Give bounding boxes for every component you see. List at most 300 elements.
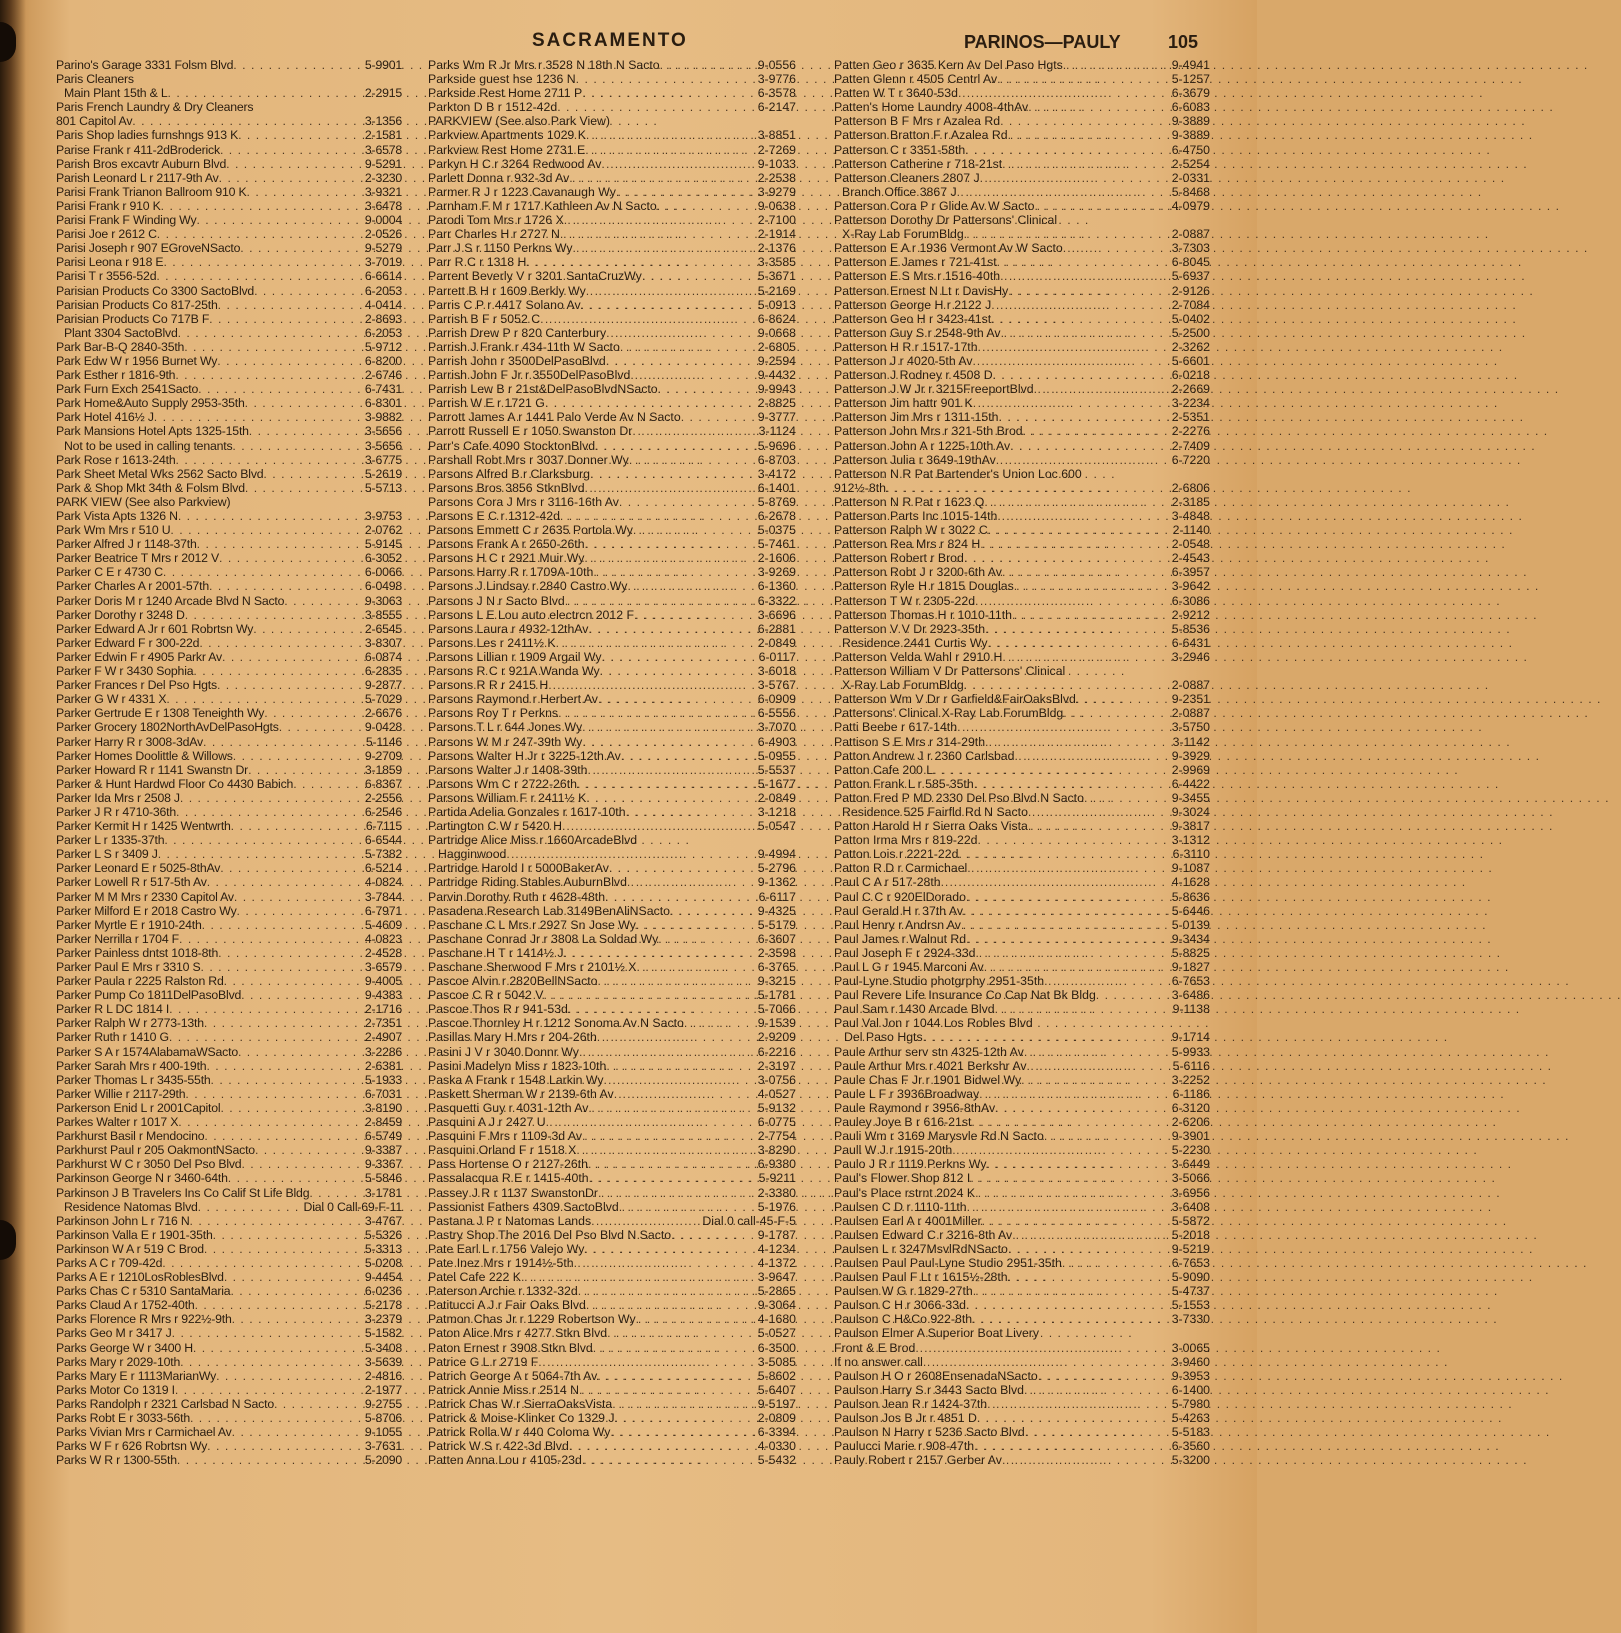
listing-entry	[56, 72, 402, 86]
listing-phone: 5-5326	[364, 1227, 402, 1242]
leader-dots	[180, 791, 365, 805]
listing-name: Park Home&Auto Supply 2953-35th	[56, 396, 245, 411]
leader-dots	[158, 847, 365, 861]
leader-dots	[626, 805, 758, 819]
listing-entry	[56, 720, 402, 734]
listing-name: Parsons T L r 644 Jones Wy	[428, 720, 583, 735]
listing-entry	[834, 340, 1210, 354]
listing-phone: 3-7631	[364, 1439, 402, 1454]
listing-entry	[428, 213, 796, 227]
leader-dots	[178, 1115, 365, 1129]
listing-phone: 3-6018	[757, 664, 796, 679]
listing-phone: 5-0402	[1171, 311, 1210, 326]
listing-phone: 5-3313	[364, 1241, 402, 1256]
listing-entry	[56, 1129, 402, 1143]
listing-phone: 4-1372	[757, 1255, 796, 1270]
listing-phone: 3-5767	[757, 678, 796, 693]
listing-name: Patterson Rea Mrs r 824 H	[834, 537, 981, 552]
listing-phone: 9-0668	[757, 325, 796, 340]
leader-dots	[190, 1411, 365, 1425]
leader-dots	[224, 1270, 365, 1284]
leader-dots	[544, 988, 758, 1002]
leader-dots	[616, 185, 758, 199]
leader-dots	[1008, 284, 1171, 298]
listing-phone: 6-4750	[1171, 142, 1210, 157]
listing-phone: 6-3607	[757, 931, 796, 946]
listing-phone: 9-3817	[1171, 819, 1210, 834]
leader-dots	[590, 467, 758, 481]
listing-entry	[56, 1200, 402, 1214]
listing-name: Pattersons' Clinical X-Ray Lab ForumBldg	[834, 706, 1064, 721]
listing-phone: 2-2669	[1171, 382, 1210, 397]
listing-entry	[428, 735, 796, 749]
leader-dots	[1002, 157, 1172, 171]
listing-name: Plant 3304 SactoBlvd	[64, 325, 178, 340]
listing-phone: 9-1787	[757, 1227, 796, 1242]
listing-phone: 6-3679	[1171, 86, 1210, 101]
listing-entry	[56, 1101, 402, 1115]
listing-entry	[428, 791, 796, 805]
listing-name: Parker Thomas L r 3435-55th	[56, 1072, 211, 1087]
listing-entry	[56, 594, 402, 608]
listing-entry	[56, 1256, 402, 1270]
listing-phone: 6-3086	[1171, 593, 1210, 608]
leader-dots	[132, 114, 365, 128]
listing-name: Hagginwood	[438, 847, 507, 862]
listing-phone: 5-5179	[757, 917, 796, 932]
leader-dots	[987, 1157, 1172, 1171]
leader-dots	[923, 1355, 1172, 1369]
leader-dots	[978, 833, 1172, 847]
listing-name: Parker Willie r 2117-29th	[56, 1086, 186, 1101]
listing-name: Patrick Chas W r SierraOaksVista	[428, 1396, 613, 1411]
listing-entry	[56, 650, 402, 664]
listing-entry	[834, 1115, 1210, 1129]
listing-phone: 9-1138	[1172, 1002, 1210, 1017]
leader-dots	[209, 312, 365, 326]
leader-dots	[558, 706, 758, 720]
leader-dots	[1024, 1383, 1172, 1397]
listing-phone: 9-0556	[757, 58, 796, 72]
leader-dots	[200, 960, 364, 974]
listing-phone: 5-0913	[757, 297, 796, 312]
listing-name: Patterson J W Jr r 3215FreeportBlvd	[834, 382, 1034, 397]
listing-phone: 9-3929	[1171, 748, 1210, 763]
listing-phone: 4-0979	[1171, 198, 1210, 213]
listing-phone: 5-9145	[364, 537, 402, 552]
listing-entry	[56, 918, 402, 932]
listing-phone: 2-5351	[1171, 410, 1210, 425]
leader-dots	[636, 1312, 758, 1326]
leader-dots	[1014, 749, 1171, 763]
leader-dots	[506, 847, 757, 861]
listing-name: Pascoe Thos R r 941-53d	[428, 1002, 568, 1017]
listing-phone: 3-1859	[364, 762, 402, 777]
leader-dots	[602, 650, 759, 664]
listing-name: Patterson Guy S r 2548-9th Av	[834, 325, 1001, 340]
listing-phone: 2-1140	[1172, 523, 1210, 538]
listing-name: Parkerson Enid L r 2001Capitol	[56, 1100, 221, 1115]
listing-entry	[834, 791, 1210, 805]
listing-name: Patten Anna Lou r 4105-23d	[428, 1453, 582, 1468]
listing-entry	[428, 1087, 796, 1101]
listing-phone: 5-9132	[757, 1100, 796, 1115]
leader-dots	[232, 1312, 365, 1326]
listing-phone: 2-9209	[757, 1030, 796, 1045]
listing-phone: 6-1401	[757, 480, 796, 495]
listing-phone: 5-2018	[1171, 1227, 1210, 1242]
listing-name: Parker Ida Mrs r 2508 J	[56, 790, 180, 805]
listing-phone: 2-0548	[1171, 537, 1210, 552]
leader-dots	[966, 890, 1172, 904]
leader-dots	[610, 1425, 757, 1439]
listing-name: Patterson Robert r Brod	[834, 551, 964, 566]
listing-name: Patterson E James r 721-41st	[834, 255, 997, 270]
leader-dots	[606, 326, 758, 340]
listing-phone: 5-3671	[757, 269, 796, 284]
listing-name: Paulsen Paul F Lt r 1615½-28th	[834, 1270, 1008, 1285]
listing-phone: 5-9211	[758, 1171, 796, 1186]
listing-phone: 2-0331	[1171, 170, 1210, 185]
leader-dots	[178, 509, 365, 523]
listing-name: Parsons Bros 3856 StknBlvd	[428, 480, 585, 495]
listing-phone: 6-1400	[1171, 1382, 1210, 1397]
listing-name: Parrish John F Jr r 3550DelPasoBlvd	[428, 368, 631, 383]
listing-name: X-Ray Lab ForumBldg	[842, 678, 964, 693]
listing-entry	[428, 1143, 796, 1157]
listing-name: Park Rose r 1613-24th	[56, 452, 176, 467]
listing-name: Parisian Products Co 717B F	[56, 311, 210, 326]
leader-dots	[178, 326, 365, 340]
listing-column-3	[834, 58, 1210, 1618]
leader-dots	[180, 1355, 365, 1369]
listing-phone: 2-7269	[757, 142, 796, 157]
listing-name: Parker Edward F r 300-22d	[56, 635, 200, 650]
leader-dots	[985, 622, 1172, 636]
listing-phone: 9-4454	[364, 1270, 402, 1285]
listing-phone: 3-7070	[757, 720, 796, 735]
listing-entry	[834, 988, 1210, 1002]
leader-dots	[952, 1143, 1171, 1157]
leader-dots	[582, 720, 758, 734]
listing-name: Patterson T W r 2305-22d	[834, 593, 976, 608]
leader-dots	[168, 86, 365, 100]
listing-entry	[428, 833, 796, 847]
leader-dots	[238, 1045, 365, 1059]
listing-phone: 9-2351	[1171, 692, 1210, 707]
listing-phone: 6-6117	[758, 889, 796, 904]
listing-name: Parkinson J B Travelers Ins Co Calif St Life Bldg	[56, 1185, 310, 1200]
listing-name: Pasquini F Mrs r 1109-3d Av	[428, 1129, 583, 1144]
listing-name: Patterson John Mrs r 321-5th Brod	[834, 424, 1023, 439]
leader-dots	[978, 340, 1172, 354]
listing-entry	[834, 1383, 1210, 1397]
leader-dots	[957, 185, 1172, 199]
leader-dots	[582, 1453, 758, 1467]
listing-entry	[834, 1030, 1210, 1044]
listing-entry	[834, 1256, 1210, 1270]
listing-name: Paule Arthur serv stn 4325-12th Av	[834, 1044, 1024, 1059]
leader-dots	[164, 833, 365, 847]
listing-name: Parisian Products Co 817-25th	[56, 297, 218, 312]
listing-phone: 9-3215	[757, 974, 796, 989]
listing-entry	[834, 382, 1210, 396]
listing-name: Paulson Elmer A Superior Boat Livery	[834, 1326, 1040, 1341]
listing-entry	[428, 171, 796, 185]
listing-phone: 6-7431	[364, 382, 402, 397]
leader-dots	[569, 1439, 758, 1453]
leader-dots	[658, 382, 758, 396]
listing-phone: 9-4994	[757, 847, 796, 862]
listing-name: Pascoe Alvin r 2820BellNSacto	[428, 974, 598, 989]
listing-entry	[834, 932, 1210, 946]
listing-name: Parker M M Mrs r 2330 Capitol Av	[56, 889, 234, 904]
listing-name: Patterson Robt J r 3200-6th Av	[834, 565, 1002, 580]
leader-dots	[176, 453, 365, 467]
listing-phone: 5-2619	[364, 466, 402, 481]
leader-dots	[985, 735, 1173, 749]
leader-dots	[228, 1171, 365, 1185]
listing-name: Paul Val Jon r 1044 Los Robles Blvd	[834, 1016, 1033, 1031]
leader-dots	[233, 749, 365, 763]
listing-name: Parkview Rest Home 2731 E	[428, 142, 586, 157]
listing-name: Patton Andrew J r 2360 Carlsbad	[834, 748, 1015, 763]
leader-dots	[232, 439, 365, 453]
listing-entry	[428, 255, 796, 269]
listing-name: Parsons Lillian r 1909 Argail Wy	[428, 649, 602, 664]
listing-entry	[834, 608, 1210, 622]
listing-name: Paulson C H r 3066-33d	[834, 1298, 966, 1313]
listing-entry	[56, 974, 402, 988]
listing-name: Patterson Cora P r Glide Av W Sacto	[834, 198, 1035, 213]
listing-name: Paul Joseph F r 2924-33d	[834, 945, 976, 960]
leader-dots	[684, 1016, 758, 1030]
listing-name: Parks W R r 1300-55th	[56, 1453, 177, 1468]
page-number: 105	[1168, 32, 1199, 52]
listing-name: Patterson Jim Mrs r 1311-15th	[834, 410, 999, 425]
leader-dots	[577, 777, 758, 791]
listing-entry	[428, 1341, 796, 1355]
listing-name: Patmon Chas Jr r 1229 Robertson Wy	[428, 1312, 636, 1327]
listing-phone: 3-4172	[757, 466, 796, 481]
listing-entry	[834, 1214, 1210, 1228]
listing-entry	[56, 1298, 402, 1312]
listing-entry	[834, 100, 1210, 114]
listing-phone: 5-5713	[364, 480, 402, 495]
listing-name: Parrish B F r 5052 C	[428, 311, 541, 326]
listing-entry	[428, 368, 796, 382]
leader-dots	[967, 861, 1171, 875]
listing-name: Patterson B F Mrs r Azalea Rd	[834, 114, 1001, 129]
listing-phone: 3-0756	[757, 1072, 796, 1087]
listing-entry	[834, 974, 1210, 988]
listing-name: Patton Fred P MD 2330 Del Pso Blvd N Sacto	[834, 790, 1084, 805]
listing-entry	[834, 58, 1210, 72]
listing-entry	[428, 875, 796, 889]
listing-name: Pasini J V r 3040 Donnr Wy	[428, 1044, 579, 1059]
leader-dots	[578, 1284, 758, 1298]
listing-name: Partridge Alice Miss r 1660ArcadeBlvd	[428, 833, 638, 848]
listing-name: Pauli Wm r 3169 Marysvle Rd N Sacto	[834, 1129, 1044, 1144]
leader-dots	[598, 692, 758, 706]
listing-phone: 4-0330	[757, 1439, 796, 1454]
leader-dots	[177, 1453, 365, 1467]
listing-phone: 6-7971	[364, 903, 402, 918]
listing-name: Parkhurst W C r 3050 Del Pso Blvd	[56, 1157, 242, 1172]
leader-dots	[995, 1002, 1173, 1016]
listing-entry	[428, 143, 796, 157]
leader-dots	[582, 735, 757, 749]
listing-entry	[56, 255, 402, 269]
header-city: SACRAMENTO	[532, 30, 688, 51]
leader-dots	[184, 340, 365, 354]
listing-phone: 6-3322	[757, 593, 796, 608]
listing-phone: 9-3953	[1171, 1368, 1210, 1383]
listing-entry	[834, 1242, 1210, 1256]
leader-dots	[634, 608, 758, 622]
listing-phone: 5-5872	[1171, 1213, 1210, 1228]
listing-entry	[428, 439, 796, 453]
listing-phone: 3-9647	[757, 1270, 796, 1285]
listing-name: Parks A E r 1210LosRoblesBlvd	[56, 1270, 224, 1285]
listing-entry	[56, 1016, 402, 1030]
listing-name: Parker Homes Doolittle & Willows	[56, 748, 233, 763]
listing-entry	[428, 1073, 796, 1087]
leader-dots	[627, 579, 757, 593]
listing-name: Parkhurst Basil r Mendocino	[56, 1129, 205, 1144]
listing-name: Parkside guest hse 1236 N	[428, 72, 576, 87]
listing-name: Patrick Rolla W r 440 Coloma Wy	[428, 1425, 611, 1440]
listing-phone: 6-3110	[1172, 847, 1210, 862]
listing-name: Parvin Dorothy Ruth r 4628-48th	[428, 889, 606, 904]
listing-entry	[834, 439, 1210, 453]
listing-entry	[834, 72, 1210, 86]
leader-dots	[161, 199, 365, 213]
leader-dots	[1023, 424, 1172, 438]
listing-entry	[56, 692, 402, 706]
listing-name: Parrett B H r 1609 Berkly Wy	[428, 283, 586, 298]
listing-phone: 6-3120	[1171, 1100, 1210, 1115]
leader-dots	[1002, 565, 1172, 579]
listing-entry	[56, 1341, 402, 1355]
listing-phone: 5-6601	[1171, 353, 1210, 368]
leader-dots	[1002, 650, 1171, 664]
listing-entry	[834, 1087, 1210, 1101]
leader-dots	[964, 678, 1172, 692]
listing-entry	[834, 199, 1210, 213]
listing-phone: 2-3185	[1171, 494, 1210, 509]
listing-phone: 9-3455	[1171, 790, 1210, 805]
leader-dots	[156, 269, 365, 283]
listing-phone: Dial 0 call-45-F-5	[702, 1213, 796, 1228]
leader-dots	[204, 1129, 365, 1143]
listing-name: Parks Florence R Mrs r 922½-9th	[56, 1312, 232, 1327]
listing-entry	[428, 692, 796, 706]
listing-name: Parsons Emmett C r 2635 Portola Wy	[428, 523, 633, 538]
listing-entry	[834, 594, 1210, 608]
listing-phone: 2-7754	[757, 1129, 796, 1144]
listing-phone: 6-0117	[758, 649, 796, 664]
listing-name: Paschane Sherwood F Mrs r 2101½ X	[428, 960, 637, 974]
listing-name: Paul Henry r Andrsn Av	[834, 917, 961, 932]
listing-name: Paschane Conrad Jr r 3808 La Soldad Wy	[428, 931, 659, 946]
listing-name: Park Vista Apts 1326 N	[56, 509, 178, 523]
leader-dots	[988, 523, 1173, 537]
listing-entry	[428, 565, 796, 579]
listing-phone: 5-6937	[1171, 269, 1210, 284]
listing-phone: 9-1714	[1171, 1030, 1210, 1045]
leader-dots	[203, 735, 366, 749]
listing-entry	[834, 298, 1210, 312]
leader-dots	[582, 1129, 758, 1143]
listing-phone: 6-0218	[1171, 368, 1210, 383]
listing-phone: 5-5537	[757, 762, 796, 777]
listing-phone: 9-5291	[364, 156, 402, 171]
listing-entry	[428, 241, 796, 255]
listing-phone: 6-2546	[364, 804, 402, 819]
listing-name: Parsons Roy T r Perkns	[428, 706, 559, 721]
leader-dots	[218, 946, 365, 960]
leader-dots	[976, 946, 1172, 960]
leader-dots	[612, 1397, 757, 1411]
listing-entry	[834, 269, 1210, 283]
listing-entry	[428, 199, 796, 213]
listing-phone: 5-2865	[757, 1284, 796, 1299]
leader-dots	[557, 100, 758, 114]
listing-name: Parker Ruth r 1410 G	[56, 1030, 169, 1045]
listing-name: Parks Robt E r 3033-56th	[56, 1411, 190, 1425]
page-binding-edge	[0, 0, 26, 1633]
listing-entry	[834, 1016, 1210, 1030]
listing-name: Parker Howard R r 1141 Swanstn Dr	[56, 762, 249, 777]
listing-name: Patton Irma Mrs r 819-22d	[834, 833, 978, 848]
listing-name: Paulson C H&Co 922-8th	[834, 1312, 973, 1327]
listing-name: Patten Geo r 3635 Kern Av Del Paso Hgts	[834, 58, 1063, 72]
listing-phone: 9-3889	[1171, 114, 1210, 129]
leader-dots	[1002, 1453, 1172, 1467]
listing-phone: 4-0527	[757, 1086, 796, 1101]
listing-name: Pasini Madelyn Miss r 1823-10th	[428, 1058, 607, 1073]
listing-phone: 6-0066	[364, 565, 402, 580]
listing-phone: 6-3560	[1171, 1439, 1210, 1454]
listing-name: Pate Earl L r 1756 Valejo Wy	[428, 1241, 585, 1256]
listing-name: X-Ray Lab ForumBldg	[842, 227, 964, 242]
listing-name: Partridge Harold I r 5000BakerAv	[428, 861, 609, 876]
listing-entry	[428, 1383, 796, 1397]
listing-name: Paul-Lyne Studio photgrphy 2951-35th	[834, 974, 1045, 989]
listing-name: PARKVIEW (See also Park View)	[428, 114, 611, 129]
listing-entry	[56, 847, 402, 861]
listing-phone: 6-6614	[364, 269, 402, 284]
leader-dots	[204, 1016, 365, 1030]
leader-dots	[226, 157, 365, 171]
listing-name: Paulsen Edward C r 3216-8th Av	[834, 1227, 1013, 1242]
listing-entry	[56, 58, 402, 72]
leader-dots	[1025, 1425, 1172, 1439]
listing-entry	[56, 608, 402, 622]
listing-entry	[834, 833, 1210, 847]
listing-name: Parker Leonard E r 5025-8thAv	[56, 861, 221, 876]
listing-name: Parr Charles H r 2727 N	[428, 227, 560, 242]
leader-dots	[560, 509, 758, 523]
listing-entry	[428, 100, 796, 114]
listing-entry	[428, 904, 796, 918]
listing-phone: 6-7031	[364, 1086, 402, 1101]
listing-entry	[428, 227, 796, 241]
listing-name: Parker Myrtle E r 1910-24th	[56, 917, 202, 932]
leader-dots	[284, 594, 365, 608]
listing-entry	[428, 805, 796, 819]
